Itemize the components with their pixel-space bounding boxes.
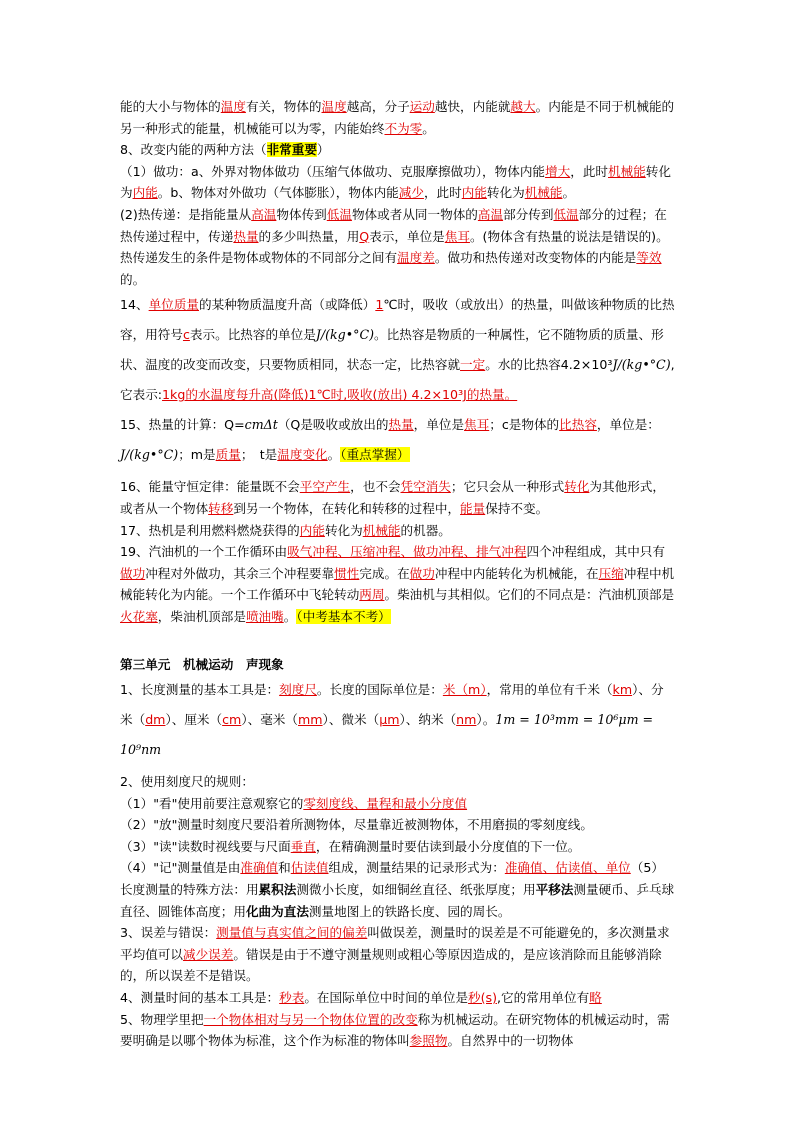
paragraph-work: （1）做功：a、外界对物体做功（压缩气体做功、克服摩擦做功），物体内能增大，此时机械能转化为内能。b、物体对外做功（气体膨胀），物体内能减少，此时内能转化为机械能。	[120, 163, 671, 201]
item-8-title: 8、改变内能的两种方法（非常重要）	[120, 142, 330, 158]
paragraph-error: 3、误差与错误：测量值与真实值之间的偏差叫做误差，测量时的误差是不可能避免的，多次测量求平均值可以减少误差。错误是由于不遵守测量规则或粗心等原因造成的，是应该消除而且能够消除的，所以误差不是错误。	[120, 925, 670, 984]
paragraph-length-measurement: 1、长度测量的基本工具是：刻度尺。长度的国际单位是：米（m），常用的单位有千米（km）、分米（dm）、厘米（cm）、毫米（mm）、微米（μm）、纳米（nm）。1m = 10³mm = 10⁶μm = 10⁹nm	[120, 682, 664, 758]
paragraph-internal-energy: 能的大小与物体的温度有关，物体的温度越高，分子运动越快，内能就越大。内能是不同于机械能的另一种形式的能量，机械能可以为零，内能始终不为零。	[120, 99, 675, 136]
paragraph-energy-conservation: 16、能量守恒定律：能量既不会平空产生，也不会凭空消失；它只会从一种形式转化为其他形式，或者从一个物体转移到另一个物体，在转化和转移的过程中，能量保持不变。	[120, 479, 665, 516]
rule-record: （4）"记"测量值是由准确值和估读值组成，测量结果的记录形式为：准确值、估读值、单位（5）长度测量的特殊方法：用累积法测微小长度，如细铜丝直径、纸张厚度；用平移法测量硬币、乒乓球直径、圆锥体高度；用化曲为直法测量地图上的铁路长度、园的周长。	[120, 860, 675, 919]
rule-place: （2）"放"测量时刻度尺要沿着所测物体，尽量靠近被测物体，不用磨损的零刻度线。	[120, 817, 593, 833]
paragraph-gasoline-engine: 19、汽油机的一个工作循环由吸气冲程、压缩冲程、做功冲程、排气冲程四个冲程组成，其中只有做功冲程对外做功，其余三个冲程要靠惯性完成。在做功冲程中内能转化为机械能，在压缩冲程中机械能转化为内能。一个工作循环中飞轮转动两周。柴油机与其相似。它们的不同点是：汽油机顶部是火花塞，柴油机顶部是喷油嘴。（中考基本不考）	[120, 544, 675, 624]
paragraph-heat-calc: 15、热量的计算：Q=cmΔt（Q是吸收或放出的热量，单位是焦耳；c是物体的比热容，单位是：J/(kg•°C)；m是质量； t是温度变化。（重点掌握）	[120, 417, 660, 463]
highlight-badge: （中考基本不考）	[296, 608, 391, 624]
unit-conversion-formula: 1m = 10³mm = 10⁶μm = 10⁹nm	[120, 712, 654, 758]
paragraph-heat-engine: 17、热机是利用燃料燃烧获得的内能转化为机械能的机器。	[120, 522, 451, 538]
paragraph-time: 4、测量时间的基本工具是：秒表。在国际单位中时间的单位是秒(s),它的常用单位有略	[120, 990, 602, 1006]
unit-formula: J/(kg•°C)	[315, 327, 375, 343]
paragraph-mechanical-motion: 5、物理学里把一个物体相对与另一个物体位置的改变称为机械运动。在研究物体的机械运动时，需要明确是以哪个物体为标准，这个作为标准的物体叫参照物。自然界中的一切物体	[120, 1011, 670, 1049]
paragraph-heat-transfer: (2)热传递：是指能量从高温物体传到低温物体或者从同一物体的高温部分传到低温部分的过程；在热传递过程中，传递热量的多少叫热量，用Q表示，单位是焦耳。(物体含有热量的说法是错误的)。热传递发生的条件是物体或物体的不同部分之间有温度差。做功和热传递对改变物体的内能是等效的。	[120, 206, 669, 287]
ruler-rules-title: 2、使用刻度尺的规则：	[120, 774, 254, 790]
rule-look: （1）"看"使用前要注意观察它的零刻度线、量程和最小分度值	[120, 795, 468, 811]
rule-read: （3）"读"读数时视线要与尺面垂直，在精确测量时要估读到最小分度值的下一位。	[120, 838, 581, 854]
paragraph-specific-heat: 14、单位质量的某种物质温度升高（或降低）1℃时，吸收（或放出）的热量，叫做该种物质的比热容，用符号c表示。比热容的单位是J/(kg•°C)。比热容是物质的一种属性，它不随物质的质量、形状、温度的改变而改变，只要物质相同，状态一定，比热容就一定。水的比热容4.2×10³J/(kg•°C),它表示:1kg的水温度每升高(降低)1℃时,吸收(放出) 4.2×10³J的热量。	[120, 297, 675, 403]
section-heading: 第三单元 机械运动 声现象	[120, 656, 284, 672]
highlight-badge: （重点掌握）	[340, 447, 410, 463]
document-body	[120, 96, 675, 1052]
highlight-badge: 非常重要	[266, 142, 317, 158]
unit-formula: J/(kg•°C)	[612, 357, 671, 373]
heat-formula: cmΔt	[244, 417, 278, 433]
unit-formula: J/(kg•°C)	[120, 447, 179, 463]
